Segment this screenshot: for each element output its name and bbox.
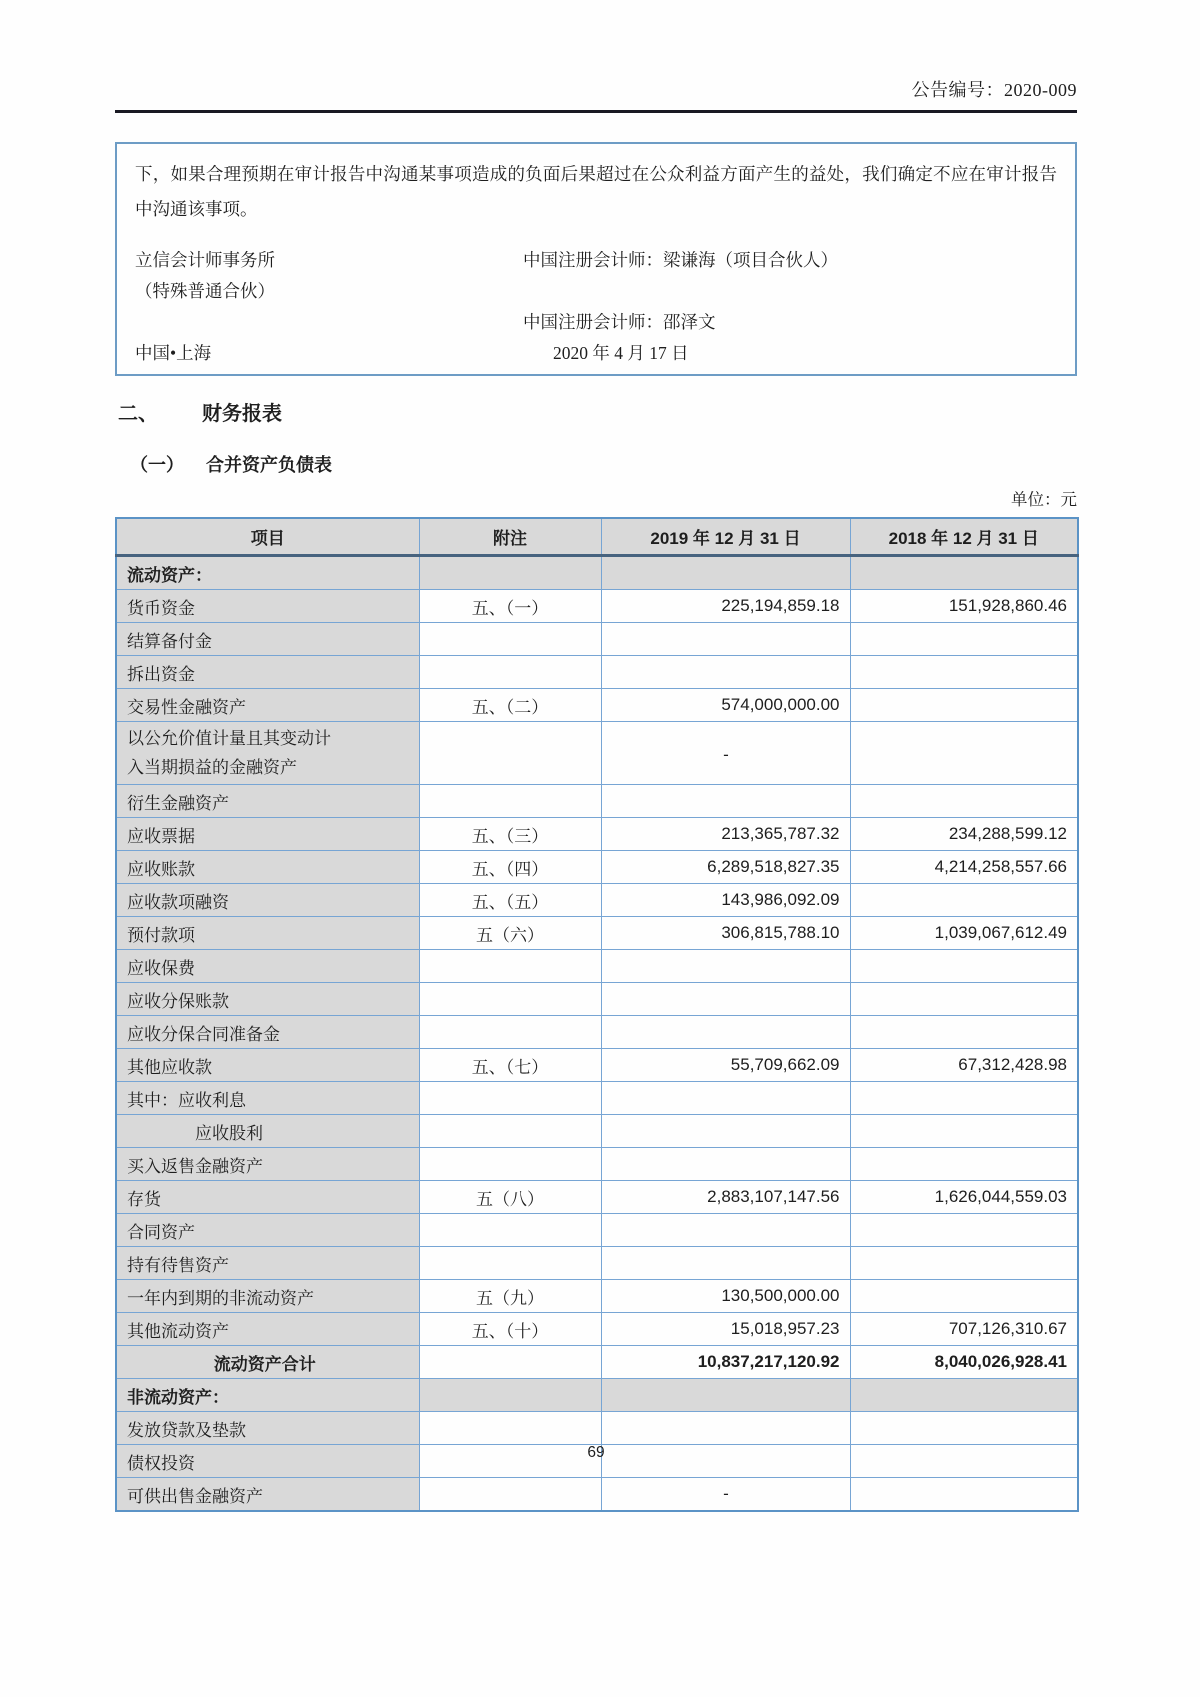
value-2018-cell: 4,214,258,557.66 [850, 851, 1078, 884]
table-row [116, 1247, 1078, 1280]
value-2018-cell [850, 1016, 1078, 1049]
value-2018-cell [850, 1478, 1078, 1512]
value-2019-cell: - [601, 722, 850, 785]
table-row [116, 785, 1078, 818]
table-row [116, 722, 1078, 785]
note-cell: 五、（一） [419, 590, 601, 623]
table-row [116, 1049, 1078, 1082]
empty-cell [523, 276, 1057, 307]
value-2019-cell: 10,837,217,120.92 [601, 1346, 850, 1379]
balance-sheet-table [115, 517, 1079, 1512]
item-label-cell: 其他流动资产 [116, 1313, 419, 1346]
item-label-cell: 应收分保账款 [116, 983, 419, 1016]
value-2018-cell: 1,039,067,612.49 [850, 917, 1078, 950]
value-2019-cell: 574,000,000.00 [601, 689, 850, 722]
empty-cell [135, 307, 523, 338]
value-2019-cell: 306,815,788.10 [601, 917, 850, 950]
table-row [116, 1412, 1078, 1445]
value-2019-cell [601, 1247, 850, 1280]
note-cell [419, 1346, 601, 1379]
note-cell [419, 623, 601, 656]
unit-label: 单位：元 [1011, 490, 1077, 509]
item-label-cell: 应收股利 [116, 1115, 419, 1148]
value-2019-cell [601, 1214, 850, 1247]
value-2019-cell [601, 1148, 850, 1181]
item-label-cell: 其中：应收利息 [116, 1082, 419, 1115]
signature-row [135, 338, 1057, 369]
table-row [116, 1214, 1078, 1247]
value-2018-cell [850, 785, 1078, 818]
item-label-cell: 货币资金 [116, 590, 419, 623]
value-2019-cell: 15,018,957.23 [601, 1313, 850, 1346]
section-title: 财务报表 [202, 403, 282, 425]
table-row [116, 1082, 1078, 1115]
signature-location: 中国•上海 [135, 343, 212, 363]
item-label-cell: 可供出售金融资产 [116, 1478, 419, 1512]
item-label-cell: 应收款项融资 [116, 884, 419, 917]
value-2018-cell [850, 983, 1078, 1016]
signature-date: 2020 年 4 月 17 日 [553, 343, 689, 363]
value-2018-cell [850, 1247, 1078, 1280]
value-2018-cell [850, 656, 1078, 689]
value-2019-cell: 130,500,000.00 [601, 1280, 850, 1313]
item-label-cell: 流动资产： [116, 556, 419, 590]
col-header-2018: 2018 年 12 月 31 日 [850, 518, 1078, 556]
table-row [116, 1313, 1078, 1346]
signature-row [135, 307, 1057, 338]
section-number: 二、 [118, 403, 158, 425]
table-row [116, 884, 1078, 917]
item-label-cell: 结算备付金 [116, 623, 419, 656]
item-label-cell: 存货 [116, 1181, 419, 1214]
item-label-cell: 拆出资金 [116, 656, 419, 689]
item-label-cell: 交易性金融资产 [116, 689, 419, 722]
note-cell: 五、（五） [419, 884, 601, 917]
item-label-cell: 发放贷款及垫款 [116, 1412, 419, 1445]
note-cell [419, 950, 601, 983]
value-2018-cell [850, 950, 1078, 983]
signature-row [135, 276, 1057, 307]
value-2018-cell: 1,626,044,559.03 [850, 1181, 1078, 1214]
cpa-name-second: 中国注册会计师：邵泽文 [523, 312, 716, 332]
value-2019-cell [601, 785, 850, 818]
value-2018-cell [850, 1412, 1078, 1445]
value-2019-cell [601, 556, 850, 590]
value-2018-cell: 707,126,310.67 [850, 1313, 1078, 1346]
note-cell [419, 785, 601, 818]
value-2018-cell [850, 1082, 1078, 1115]
table-row [116, 1379, 1078, 1412]
note-cell [419, 1148, 601, 1181]
item-label-cell: 以公允价值计量且其变动计入当期损益的金融资产 [116, 722, 419, 785]
col-header-2019: 2019 年 12 月 31 日 [601, 518, 850, 556]
item-label-cell: 应收保费 [116, 950, 419, 983]
table-row [116, 1115, 1078, 1148]
note-cell [419, 1379, 601, 1412]
note-cell: 五、（十） [419, 1313, 601, 1346]
subsection-title: 合并资产负债表 [206, 455, 332, 475]
note-cell [419, 1082, 601, 1115]
table-row [116, 983, 1078, 1016]
note-cell: 五（六） [419, 917, 601, 950]
value-2018-cell: 67,312,428.98 [850, 1049, 1078, 1082]
note-cell [419, 1247, 601, 1280]
value-2019-cell: 2,883,107,147.56 [601, 1181, 850, 1214]
cpa-name-partner: 中国注册会计师：梁谦海（项目合伙人） [523, 250, 838, 270]
note-cell: 五（九） [419, 1280, 601, 1313]
note-cell [419, 1214, 601, 1247]
table-row [116, 590, 1078, 623]
value-2019-cell [601, 1379, 850, 1412]
value-2019-cell: 55,709,662.09 [601, 1049, 850, 1082]
item-label-cell: 持有待售资产 [116, 1247, 419, 1280]
note-cell [419, 1478, 601, 1512]
table-row [116, 1280, 1078, 1313]
note-cell [419, 1412, 601, 1445]
value-2019-cell [601, 1082, 850, 1115]
note-cell: 五、（四） [419, 851, 601, 884]
note-cell [419, 983, 601, 1016]
value-2018-cell [850, 689, 1078, 722]
signature-block [135, 245, 1057, 369]
item-label-cell: 应收票据 [116, 818, 419, 851]
note-cell [419, 722, 601, 785]
value-2018-cell [850, 1148, 1078, 1181]
table-row [116, 851, 1078, 884]
item-label-cell: 流动资产合计 [116, 1346, 419, 1379]
subsection-heading-balance-sheet [130, 451, 332, 477]
table-row [116, 1478, 1078, 1512]
table-row [116, 623, 1078, 656]
item-label-cell: 其他应收款 [116, 1049, 419, 1082]
item-label-cell: 债权投资 [116, 1445, 419, 1478]
table-row [116, 818, 1078, 851]
value-2019-cell [601, 1115, 850, 1148]
note-cell [419, 556, 601, 590]
col-header-note: 附注 [419, 518, 601, 556]
value-2018-cell [850, 556, 1078, 590]
value-2018-cell [850, 1280, 1078, 1313]
subsection-number: （一） [130, 455, 184, 475]
col-header-item: 项目 [116, 518, 419, 556]
value-2019-cell: - [601, 1478, 850, 1512]
value-2019-cell: 225,194,859.18 [601, 590, 850, 623]
note-cell: 五、（三） [419, 818, 601, 851]
firm-name: 立信会计师事务所 [135, 250, 275, 270]
note-cell: 五（八） [419, 1181, 601, 1214]
value-2019-cell [601, 1016, 850, 1049]
header-rule [115, 110, 1077, 113]
value-2018-cell [850, 1115, 1078, 1148]
table-row [116, 1148, 1078, 1181]
value-2019-cell [601, 983, 850, 1016]
value-2018-cell: 234,288,599.12 [850, 818, 1078, 851]
value-2019-cell [601, 950, 850, 983]
table-row [116, 1016, 1078, 1049]
announcement-number: 公告编号：2020-009 [911, 80, 1077, 100]
item-label-cell: 买入返售金融资产 [116, 1148, 419, 1181]
table-row [116, 1346, 1078, 1379]
note-cell [419, 1016, 601, 1049]
note-cell [419, 656, 601, 689]
item-label-cell: 一年内到期的非流动资产 [116, 1280, 419, 1313]
item-label-cell: 应收分保合同准备金 [116, 1016, 419, 1049]
value-2019-cell [601, 623, 850, 656]
value-2018-cell [850, 1379, 1078, 1412]
note-cell: 五、（七） [419, 1049, 601, 1082]
value-2019-cell [601, 1412, 850, 1445]
signature-row [135, 245, 1057, 276]
value-2019-cell [601, 656, 850, 689]
section-heading-financial-statements [118, 397, 282, 426]
value-2019-cell: 213,365,787.32 [601, 818, 850, 851]
note-cell [419, 1115, 601, 1148]
value-2019-cell: 143,986,092.09 [601, 884, 850, 917]
table-row [116, 917, 1078, 950]
value-2018-cell: 8,040,026,928.41 [850, 1346, 1078, 1379]
table-header-row [116, 518, 1078, 556]
audit-conclusion-box [115, 142, 1077, 376]
item-label-cell: 预付款项 [116, 917, 419, 950]
note-cell: 五、（二） [419, 689, 601, 722]
audit-paragraph: 下，如果合理预期在审计报告中沟通某事项造成的负面后果超过在公众利益方面产生的益处，我们确定不应在审计报告中沟通该事项。 [135, 164, 1057, 219]
item-label-cell: 应收账款 [116, 851, 419, 884]
value-2019-cell: 6,289,518,827.35 [601, 851, 850, 884]
value-2018-cell [850, 1214, 1078, 1247]
value-2018-cell [850, 722, 1078, 785]
item-label-cell: 合同资产 [116, 1214, 419, 1247]
firm-type: （特殊普通合伙） [135, 281, 275, 301]
item-label-cell: 衍生金融资产 [116, 785, 419, 818]
value-2018-cell: 151,928,860.46 [850, 590, 1078, 623]
page-number: 69 [587, 1444, 605, 1461]
table-row [116, 1181, 1078, 1214]
table-row [116, 689, 1078, 722]
table-row [116, 656, 1078, 689]
item-label-cell: 非流动资产： [116, 1379, 419, 1412]
value-2018-cell [850, 623, 1078, 656]
table-row [116, 556, 1078, 590]
value-2018-cell [850, 884, 1078, 917]
table-row [116, 950, 1078, 983]
